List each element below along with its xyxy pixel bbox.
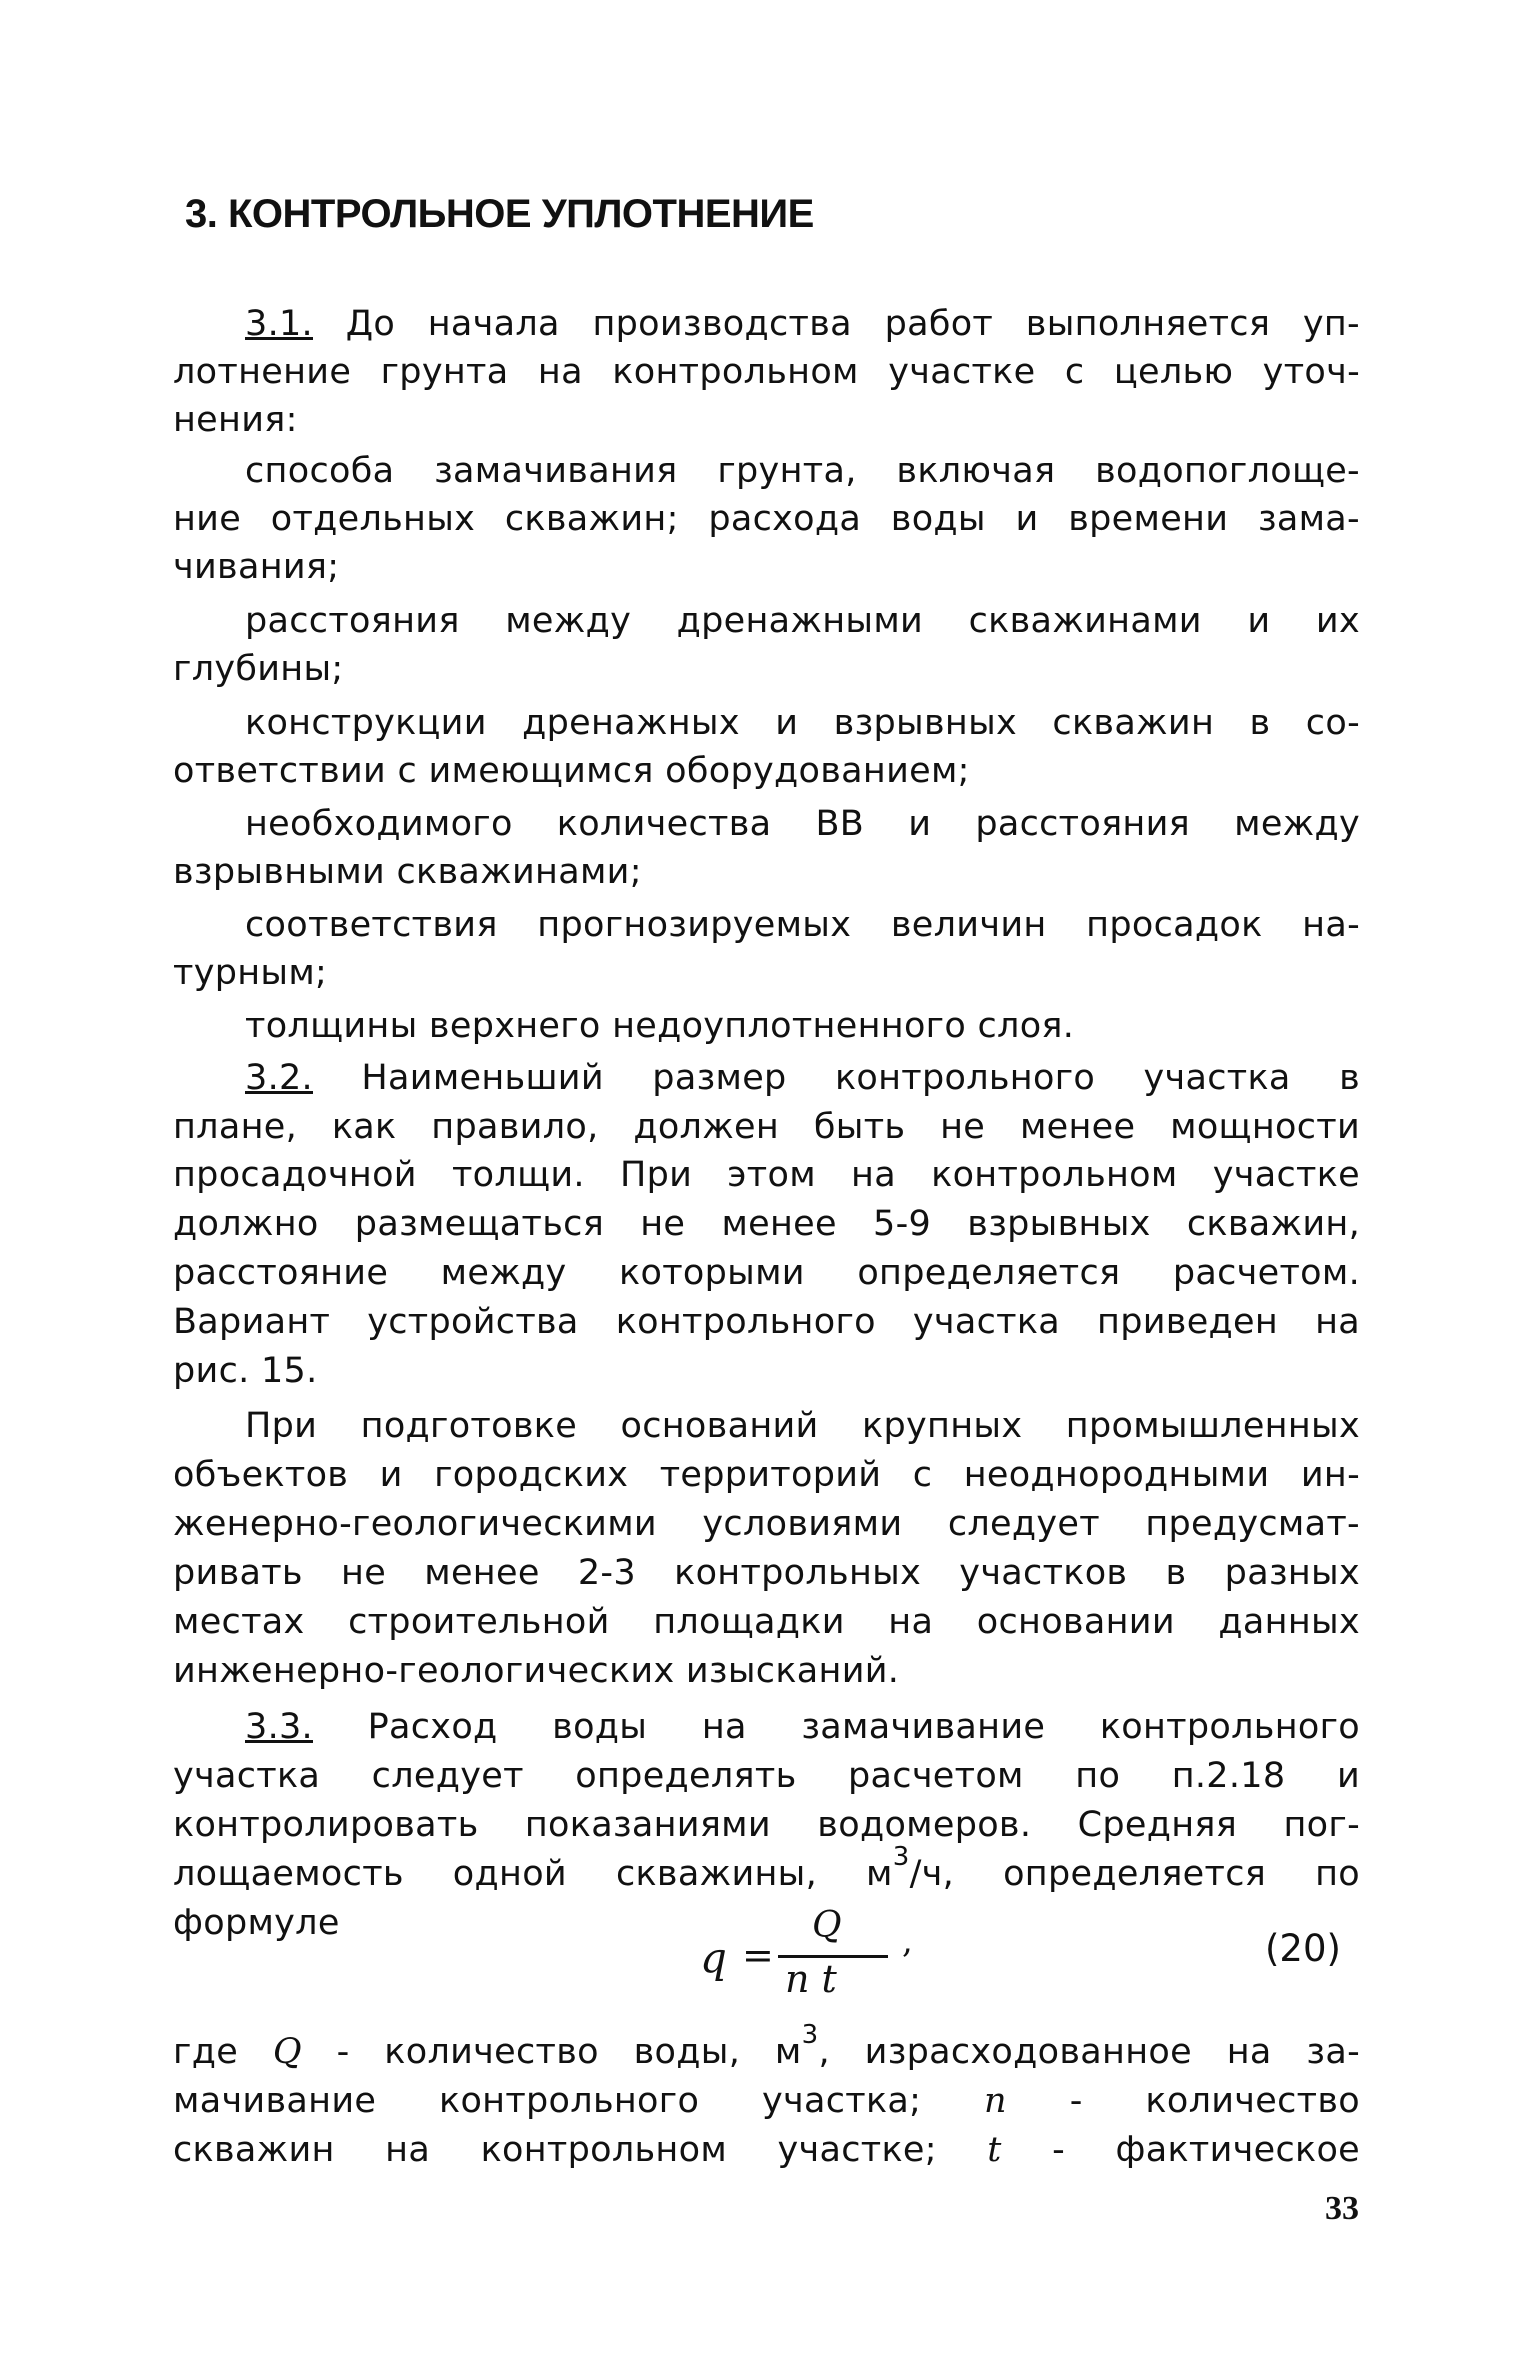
where-line-2: мачивание контрольного участка; n - количество [173,2081,1360,2121]
list-item: чивания; [173,547,340,587]
formula-comma: , [902,1921,913,1961]
paragraph-3-1-line-1: 3.1. До начала производства работ выполняется уп- [245,304,1360,344]
list-item: конструкции дренажных и взрывных скважин в со- [245,703,1360,743]
list-item: необходимого количества ВВ и расстояния между [245,804,1360,844]
paragraph-3-2b-line-2: объектов и городских территорий с неоднородными ин- [173,1455,1360,1495]
formula-numerator: Q [812,1905,842,1946]
paragraph-3-1-line-3: нения: [173,400,298,440]
where-line-1: где Q - количество воды, $м^3$, израсходованное на за- [173,2020,1361,2072]
paragraph-3-3-line-2: участка следует определять расчетом по п.2.18 и [173,1756,1360,1796]
formula-equals: = [742,1933,774,1977]
page-number: 33 [1325,2190,1359,2227]
list-item: турным; [173,953,328,993]
list-item: расстояния между дренажными скважинами и их [245,601,1360,641]
equation-number: (20) [1265,1927,1341,1970]
paragraph-3-2b-line-3: женерно-геологическими условиями следует предусмат- [173,1504,1360,1544]
where-line-3: скважин на контрольном участке; t - фактическое [173,2130,1360,2170]
list-item: соответствия прогнозируемых величин просадок на- [245,905,1360,945]
section-heading: 3. КОНТРОЛЬНОЕ УПЛОТНЕНИЕ [185,192,814,236]
paragraph-3-3-line-3: контролировать показаниями водомеров. Средняя пог- [173,1805,1360,1845]
list-item: толщины верхнего недоуплотненного слоя. [245,1006,1075,1046]
list-item: ние отдельных скважин; расхода воды и времени зама- [173,499,1360,539]
paragraph-3-2b-line-5: местах строительной площадки на основании данных [173,1602,1360,1642]
formula-denominator: n t [785,1957,837,2001]
paragraph-3-2-line-7: рис. 15. [173,1351,318,1391]
paragraph-3-2-line-1: 3.2. Наименьший размер контрольного участка в [245,1058,1360,1098]
formula-20 [690,1905,950,2015]
paragraph-3-1-line-2: лотнение грунта на контрольном участке с целью уточ- [173,352,1360,392]
paragraph-3-2-line-2: плане, как правило, должен быть не менее мощности [173,1107,1360,1147]
list-item: способа замачивания грунта, включая водопоглоще- [245,451,1360,491]
paragraph-3-3-line-4: лощаемость одной скважины, $м^3/ч$, определяется по [173,1842,1360,1894]
clause-number-3-2: 3.2. [245,1058,313,1098]
clause-number-3-3: 3.3. [245,1707,313,1747]
paragraph-3-3-line-5: формуле [173,1903,340,1943]
clause-number-3-1: 3.1. [245,304,313,344]
formula-lhs: q [700,1933,727,1982]
paragraph-3-2-line-6: Вариант устройства контрольного участка приведен на [173,1302,1360,1342]
paragraph-3-2b-line-6: инженерно-геологических изысканий. [173,1651,900,1691]
paragraph-3-2b-line-1: При подготовке оснований крупных промышленных [245,1406,1360,1446]
paragraph-3-2-line-3: просадочной толщи. При этом на контрольном участке [173,1155,1360,1195]
list-item: взрывными скважинами; [173,852,642,892]
paragraph-3-2-line-4: должно размещаться не менее 5-9 взрывных скважин, [173,1204,1360,1244]
paragraph-3-3-line-1: 3.3. Расход воды на замачивание контрольного [245,1707,1360,1747]
list-item: ответствии с имеющимся оборудованием; [173,751,970,791]
paragraph-3-2b-line-4: ривать не менее 2-3 контрольных участков в разных [173,1553,1360,1593]
paragraph-3-2-line-5: расстояние между которыми определяется расчетом. [173,1253,1360,1293]
list-item: глубины; [173,649,344,689]
